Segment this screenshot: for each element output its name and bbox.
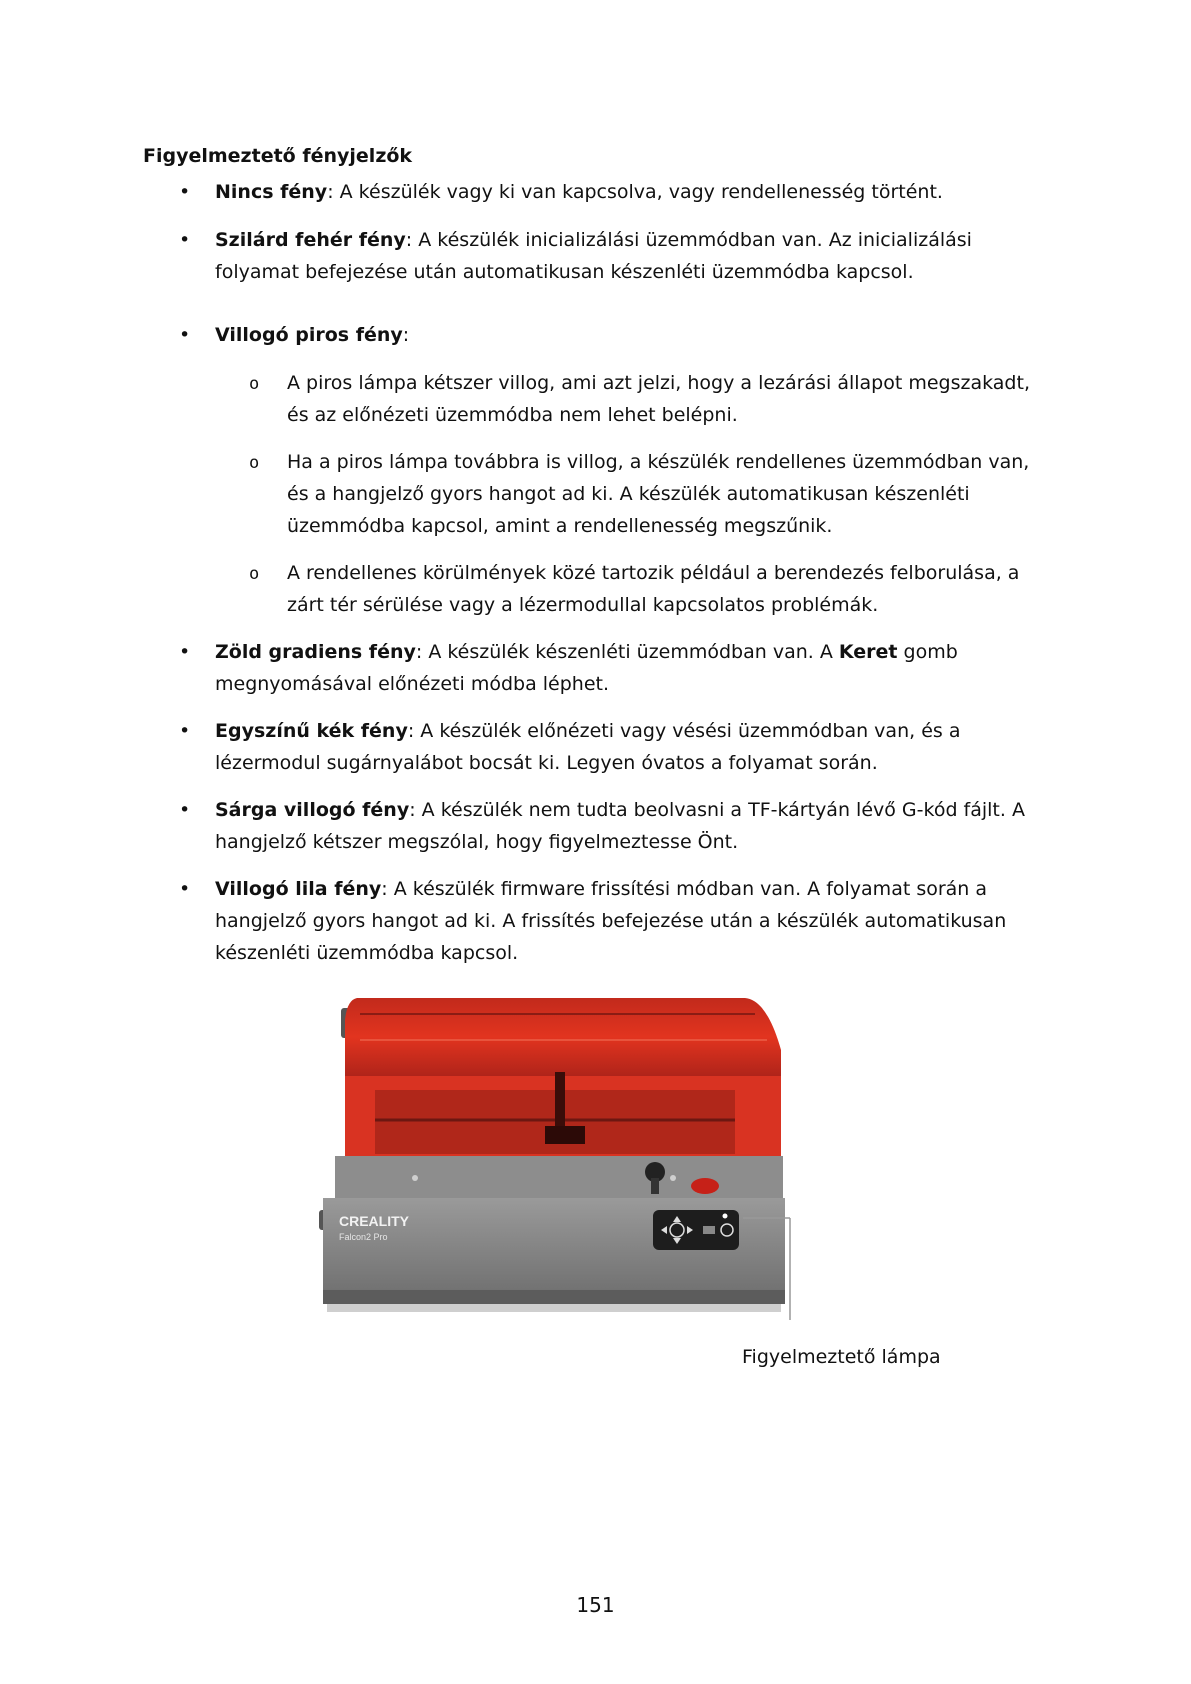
red-lid (345, 998, 781, 1076)
item-text-line2: megnyomásával előnézeti módba léphet. (215, 673, 610, 695)
item-label: Zöld gradiens fény (215, 641, 416, 663)
item-text-line2: hangjelző kétszer megszólal, hogy figyelmeztesse Önt. (215, 831, 739, 853)
laser-engraver-figure (305, 980, 885, 1385)
warning-lamp-icon (723, 1214, 728, 1219)
item-text: A készülék készenléti üzemmódban van. A (422, 641, 839, 663)
list-item (179, 319, 1095, 351)
bullet-icon: • (179, 799, 191, 821)
separator: : (415, 641, 423, 663)
page-heading: Figyelmeztető fényjelzők (143, 145, 413, 167)
item-text-after: gomb (897, 641, 958, 663)
sub-item-line1: Ha a piros lámpa továbbra is villog, a készülék rendellenes üzemmódban van, (287, 451, 1030, 473)
item-text-line2: folyamat befejezése után automatikusan készenléti üzemmódba kapcsol. (215, 261, 914, 283)
bullet-icon: • (179, 720, 191, 742)
sub-item-line1: A piros lámpa kétszer villog, ami azt jelzi, hogy a lezárási állapot megszakadt, (287, 372, 1030, 394)
list-item (179, 873, 1095, 969)
bullet-icon: • (179, 878, 191, 900)
list-item (179, 794, 1095, 858)
sub-item-line2: zárt tér sérülése vagy a lézermodullal kapcsolatos problémák. (287, 594, 879, 616)
page-number: 151 (576, 1593, 615, 1617)
list-item (179, 715, 1095, 779)
bullet-icon: • (179, 181, 191, 203)
figure-caption: Figyelmeztető lámpa (742, 1346, 941, 1368)
sub-item-line2: és az előnézeti üzemmódba nem lehet belépni. (287, 404, 738, 426)
item-text-line2: hangjelző gyors hangot ad ki. A frissítés befejezése után a készülék automatikusan (215, 910, 1007, 932)
sub-bullet-icon: o (249, 374, 260, 394)
bullet-icon: • (179, 324, 191, 346)
item-text: A készülék előnézeti vagy vésési üzemmódban van, és a (414, 720, 961, 742)
sub-list-item (249, 446, 1107, 542)
separator: : (405, 229, 413, 251)
item-text: A készülék nem tudta beolvasni a TF-kártyán lévő G-kód fájlt. A (415, 799, 1025, 821)
item-text: A készülék vagy ki van kapcsolva, vagy rendellenesség történt. (333, 181, 943, 203)
item-label: Sárga villogó fény (215, 799, 410, 821)
separator: : (402, 324, 410, 346)
bullet-icon: • (179, 641, 191, 663)
item-label: Nincs fény (215, 181, 328, 203)
item-label: Szilárd fehér fény (215, 229, 406, 251)
separator: : (327, 181, 334, 203)
separator: : (409, 799, 416, 821)
separator: : (407, 720, 415, 742)
sub-bullet-icon: o (249, 564, 260, 584)
item-label: Villogó piros fény (215, 324, 403, 346)
bullet-icon: • (179, 229, 191, 251)
emergency-stop-icon (691, 1178, 719, 1194)
sub-list-item (249, 367, 1107, 431)
sub-item-line3: üzemmódba kapcsol, amint a rendellenesség megszűnik. (287, 515, 833, 537)
sub-item-line1: A rendellenes körülmények közé tartozik például a berendezés felborulása, a (287, 562, 1020, 584)
sub-item-line2: és a hangjelző gyors hangot ad ki. A készülék automatikusan készenléti (287, 483, 970, 505)
list-item (179, 636, 1095, 700)
item-text: A készülék firmware frissítési módban van. A folyamat során a (387, 878, 988, 900)
item-text-line3: készenléti üzemmódba kapcsol. (215, 942, 519, 964)
item-text: A készülék inicializálási üzemmódban van. Az inicializálási (412, 229, 972, 251)
separator: : (381, 878, 388, 900)
brand-logo: CREALITY (339, 1213, 409, 1229)
item-text-line2: lézermodul sugárnyalábot bocsát ki. Legyen óvatos a folyamat során. (215, 752, 878, 774)
list-item (179, 176, 1095, 208)
item-label: Villogó lila fény (215, 878, 382, 900)
model-label: Falcon2 Pro (339, 1232, 388, 1242)
item-label: Egyszínű kék fény (215, 720, 408, 742)
list-item (179, 224, 1095, 288)
sub-bullet-icon: o (249, 453, 260, 473)
keret-label: Keret (838, 641, 898, 663)
sub-list-item (249, 557, 1107, 621)
